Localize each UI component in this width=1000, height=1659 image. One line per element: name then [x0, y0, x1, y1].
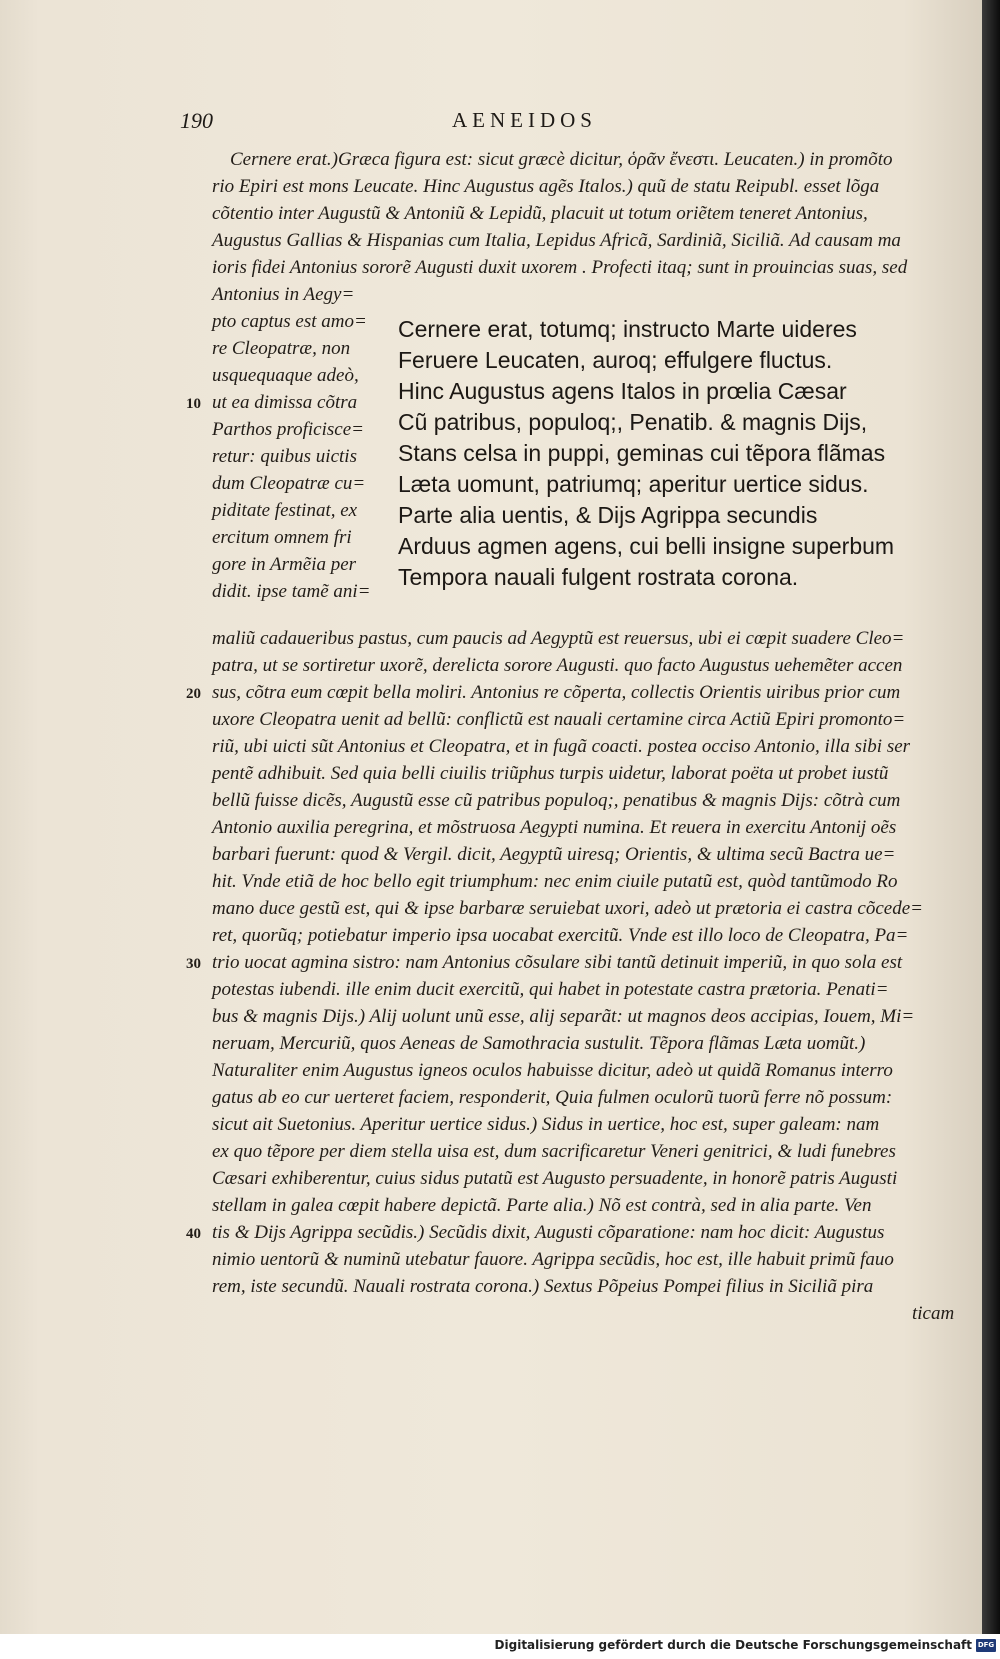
- commentary-line: bellũ fuisse dicẽs, Augustũ esse cũ patribus populoq;, penatibus & magnis Dijs: cõtrà cum: [212, 790, 901, 811]
- commentary-line: Augustus Gallias & Hispanias cum Italia, Lepidus Africã, Sardiniã, Siciliã. Ad causam ma: [212, 230, 901, 251]
- dfg-logo-text: DFG: [977, 1641, 995, 1649]
- side-commentary-line: gore in Armẽia per: [212, 554, 357, 575]
- digitization-footer: [0, 1634, 1000, 1659]
- commentary-line: riũ, ubi uicti sũt Antonius et Cleopatra, et in fugã coacti. postea occiso Antonio, illa sibi ser: [212, 736, 911, 757]
- verse-line: Cũ patribus, populoq;, Penatib. & magnis Dijs,: [398, 409, 868, 435]
- side-commentary-line: ercitum omnem fri: [212, 527, 352, 548]
- side-commentary-line: pto captus est amo=: [212, 311, 367, 332]
- verse-line: Hinc Augustus agens Italos in prœlia Cæsar: [398, 378, 847, 404]
- side-commentary-line: ut ea dimissa cõtra: [212, 392, 358, 413]
- commentary-line: Cernere erat.)Græca figura est: sicut græcè dicitur, ὁρᾶν ἔνεστι. Leucaten.) in promõto: [230, 149, 893, 170]
- commentary-line: uxore Cleopatra uenit ad bellũ: conflictũ est nauali certamine circa Actiũ Epiri promonto=: [212, 709, 906, 730]
- catchword: ticam: [912, 1303, 955, 1324]
- commentary-line: bus & magnis Dijs.) Alij uolunt unũ esse, alij separãt: ut magnos deos accipias, Iouem, Mi=: [212, 1006, 915, 1027]
- commentary-line: sus, cõtra eum cœpit bella moliri. Antonius re cõperta, collectis Orientis uiribus prior cum: [212, 682, 901, 703]
- commentary-line: neruam, Mercuriũ, quos Aeneas de Samothracia sustulit. Tẽpora flãmas Læta uomũt.): [212, 1033, 866, 1054]
- commentary-line: gatus ab eo cur uerteret faciem, responderit, Quia fulmen oculorũ tuorũ ferre nõ possum:: [212, 1087, 893, 1108]
- verse-line: Cernere erat, totumq; instructo Marte uideres: [398, 316, 857, 342]
- side-commentary-line: piditate festinat, ex: [212, 500, 358, 521]
- dfg-logo-icon: [976, 1639, 996, 1652]
- footer-credit: Digitalisierung gefördert durch die Deutsche Forschungsgemeinschaft: [494, 1638, 972, 1652]
- verse-line: Tempora nauali fulgent rostrata corona.: [398, 564, 799, 590]
- commentary-line: potestas iubendi. ille enim ducit exercitũ, qui habet in potestate castra prætoria. Penati=: [212, 979, 889, 1000]
- commentary-line: barbari fuerunt: quod & Vergil. dicit, Aegyptũ uiresq; Orientis, & ultima secũ Bactra ue=: [212, 844, 896, 865]
- verse-line: Feruere Leucaten, auroq; effulgere fluctus.: [398, 347, 833, 373]
- commentary-line: stellam in galea cœpit habere depictã. Parte alia.) Nõ est contrà, sed in alia parte. Ven: [212, 1195, 872, 1216]
- verse-line: Parte alia uentis, & Dijs Agrippa secundis: [398, 502, 818, 528]
- commentary-line: Naturaliter enim Augustus igneos oculos habuisse dicitur, adeò ut quidã Romanus interro: [212, 1060, 893, 1081]
- line-number: 40: [186, 1226, 201, 1242]
- running-title: AENEIDOS: [452, 108, 597, 132]
- side-commentary-line: usquequaque adeò,: [212, 365, 359, 386]
- side-commentary-line: Parthos proficisce=: [212, 419, 364, 440]
- side-commentary-line: Antonius in Aegy=: [212, 284, 355, 305]
- commentary-line: trio uocat agmina sistro: nam Antonius cõsulare sibi tantũ detinuit imperiũ, in quo sola est: [212, 952, 903, 973]
- verse-line: Stans celsa in puppi, geminas cui tẽpora flãmas: [398, 440, 886, 466]
- commentary-line: rem, iste secundũ. Nauali rostrata corona.) Sextus Põpeius Pompei filius in Siciliã pira: [212, 1276, 874, 1297]
- verse-line: Arduus agmen agens, cui belli insigne superbum: [398, 533, 895, 559]
- commentary-line: tis & Dijs Agrippa secũdis.) Secũdis dixit, Augusti cõparatione: nam hoc dicit: Augustus: [212, 1222, 885, 1243]
- commentary-line: Cæsari exhiberentur, cuius sidus putatũ est Augusto persuadente, in honorẽ patris Augusti: [212, 1168, 898, 1189]
- side-commentary-line: didit. ipse tamẽ ani=: [212, 581, 371, 602]
- commentary-line: patra, ut se sortiretur uxorẽ, derelicta sorore Augusti. quo facto Augustus uehemẽter accen: [212, 655, 903, 676]
- line-number: 20: [186, 686, 201, 702]
- line-number: 30: [186, 956, 201, 972]
- page-number: 190: [180, 108, 213, 133]
- commentary-line: ret, quorũq; potiebatur imperio ipsa uocabat exercitũ. Vnde est illo loco de Cleopatra, Pa=: [212, 925, 909, 946]
- side-commentary-line: retur: quibus uictis: [212, 446, 357, 467]
- commentary-line: nimio uentorũ & numinũ utebatur fauore. Agrippa secũdis, hoc est, ille habuit primũ fauo: [212, 1249, 894, 1270]
- commentary-line: sicut ait Suetonius. Aperitur uertice sidus.) Sidus in uertice, hoc est, super galeam: nam: [212, 1114, 880, 1135]
- commentary-line: rio Epiri est mons Leucate. Hinc Augustus agẽs Italos.) quũ de statu Reipubl. esset lõga: [212, 176, 880, 197]
- side-commentary-line: re Cleopatræ, non: [212, 338, 351, 359]
- commentary-line: ex quo tẽpore per diem stella uisa est, dum sacrificaretur Veneri genitrici, & ludi funebres: [212, 1141, 896, 1162]
- verse-line: Læta uomunt, patriumq; aperitur uertice sidus.: [398, 471, 869, 497]
- commentary-line: hit. Vnde etiã de hoc bello egit triumphum: nec enim ciuile putatũ est, quòd tantũmodo Ro: [212, 871, 898, 892]
- line-number: 10: [186, 396, 201, 412]
- commentary-line: cõtentio inter Augustũ & Antoniũ & Lepidũ, placuit ut totum oriẽtem teneret Antonius,: [212, 203, 868, 224]
- commentary-line: Antonio auxilia peregrina, et mõstruosa Aegypti numina. Et reuera in exercitu Antonij oẽs: [212, 817, 897, 838]
- commentary-line: mano duce gestũ est, qui & ipse barbaræ seruiebat uxori, adeò ut prætoria ei castra cõcede=: [212, 898, 923, 919]
- commentary-line: pentẽ adhibuit. Sed quia belli ciuilis triũphus turpis uidetur, laborat poëta ut probet iustũ: [212, 763, 889, 784]
- side-commentary-line: dum Cleopatræ cu=: [212, 473, 366, 494]
- book-edge: [982, 0, 1000, 1634]
- commentary-line: maliũ cadaueribus pastus, cum paucis ad Aegyptũ est reuersus, ubi ei cœpit suadere Cleo=: [212, 628, 905, 649]
- commentary-line: ioris fidei Antonius sororẽ Augusti duxit uxorem . Profecti itaq; sunt in prouincias suas, sed: [212, 257, 908, 278]
